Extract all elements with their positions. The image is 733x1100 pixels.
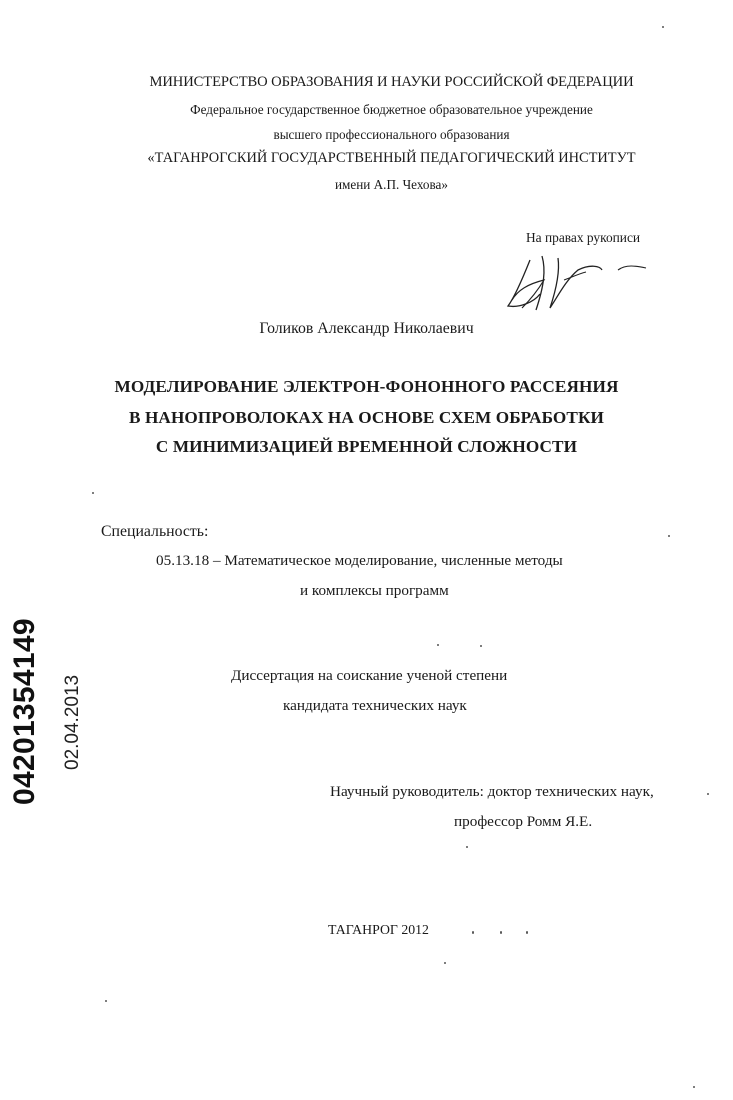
specialty-line-2: и комплексы программ <box>300 582 449 599</box>
scan-speck <box>105 1000 107 1002</box>
scan-speck <box>466 846 468 848</box>
institution-line-2: высшего профессионального образования <box>273 127 510 142</box>
scan-speck <box>472 931 474 934</box>
handwritten-signature <box>500 250 650 316</box>
specialty-line-1: 05.13.18 – Математическое моделирование, численные методы <box>156 552 563 569</box>
scan-speck <box>480 645 482 647</box>
advisor-line-1: Научный руководитель: доктор технических наук, <box>330 783 654 800</box>
institution-line-4: имени А.П. Чехова» <box>334 177 449 192</box>
scan-speck <box>526 931 528 934</box>
manuscript-note: На правах рукописи <box>526 230 641 245</box>
author-name: Голиков Александр Николаевич <box>259 320 474 337</box>
city-year: ТАГАНРОГ 2012 <box>328 922 429 937</box>
archive-stamp-number: 04201354149 <box>8 618 41 805</box>
title-line-1: МОДЕЛИРОВАНИЕ ЭЛЕКТРОН-ФОНОННОГО РАССЕЯНИЯ <box>114 377 619 396</box>
institution-line-1: Федеральное государственное бюджетное образовательное учреждение <box>190 102 593 117</box>
archive-stamp-date: 02.04.2013 <box>62 674 83 770</box>
scan-speck <box>707 793 709 795</box>
scan-speck <box>444 962 446 964</box>
scan-speck <box>662 26 664 28</box>
dissertation-line-1: Диссертация на соискание ученой степени <box>231 667 508 684</box>
ministry-heading: МИНИСТЕРСТВО ОБРАЗОВАНИЯ И НАУКИ РОССИЙСКОЙ ФЕДЕРАЦИИ <box>149 74 634 90</box>
institution-line-3: «ТАГАНРОГСКИЙ ГОСУДАРСТВЕННЫЙ ПЕДАГОГИЧЕСКИЙ ИНСТИТУТ <box>147 150 636 166</box>
advisor-line-2: профессор Ромм Я.Е. <box>454 813 593 830</box>
title-line-3: С МИНИМИЗАЦИЕЙ ВРЕМЕННОЙ СЛОЖНОСТИ <box>155 437 578 456</box>
scan-speck <box>693 1086 695 1088</box>
dissertation-line-2: кандидата технических наук <box>283 697 467 714</box>
scan-speck <box>668 535 670 537</box>
title-line-2: В НАНОПРОВОЛОКАХ НА ОСНОВЕ СХЕМ ОБРАБОТКИ <box>129 408 604 427</box>
scan-speck <box>437 644 439 646</box>
scan-speck <box>500 931 502 934</box>
scan-speck <box>92 492 94 494</box>
specialty-label: Специальность: <box>101 523 209 540</box>
